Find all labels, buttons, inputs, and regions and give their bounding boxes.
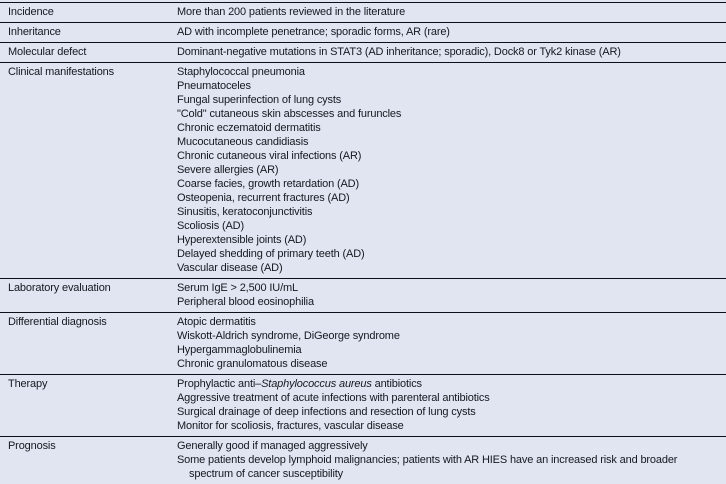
row-item: Peripheral blood eosinophilia bbox=[177, 296, 314, 308]
row-item: Monitor for scoliosis, fractures, vascular disease bbox=[177, 420, 404, 432]
row-item: Mucocutaneous candidiasis bbox=[177, 136, 309, 148]
row-item: Wiskott-Aldrich syndrome, DiGeorge syndrome bbox=[177, 330, 400, 342]
row-content bbox=[177, 5, 726, 19]
row-item: Serum IgE > 2,500 IU/mL bbox=[177, 282, 298, 294]
table-row bbox=[0, 43, 726, 63]
row-item: Osteopenia, recurrent fractures (AD) bbox=[177, 192, 350, 204]
row-item: Chronic granulomatous disease bbox=[177, 358, 328, 370]
row-label: Differential diagnosis bbox=[8, 316, 107, 328]
row-item: Hypergammaglobulinemia bbox=[177, 344, 302, 356]
row-label: Laboratory evaluation bbox=[8, 282, 111, 294]
italic-text-segment: Staphylococcus aureus bbox=[261, 378, 372, 390]
row-content bbox=[177, 439, 726, 481]
row-label: Clinical manifestations bbox=[8, 66, 114, 78]
row-content bbox=[177, 377, 726, 433]
hies-characteristics-table bbox=[0, 2, 726, 484]
row-label: Incidence bbox=[8, 6, 54, 18]
row-item: Coarse facies, growth retardation (AD) bbox=[177, 178, 359, 190]
row-item: "Cold" cutaneous skin abscesses and furuncles bbox=[177, 108, 402, 120]
row-content bbox=[177, 281, 726, 309]
row-item: Dominant-negative mutations in STAT3 (AD inheritance; sporadic), Dock8 or Tyk2 kinase (AR) bbox=[177, 46, 621, 58]
row-item bbox=[177, 377, 718, 391]
row-item: Surgical drainage of deep infections and resection of lung cysts bbox=[177, 406, 476, 418]
row-content bbox=[177, 25, 726, 39]
row-item: Vascular disease (AD) bbox=[177, 262, 283, 274]
row-label: Therapy bbox=[8, 378, 48, 390]
row-item: Severe allergies (AR) bbox=[177, 164, 279, 176]
row-item: Scoliosis (AD) bbox=[177, 220, 244, 232]
row-item: Aggressive treatment of acute infections with parenteral antibiotics bbox=[177, 392, 490, 404]
row-item: Chronic eczematoid dermatitis bbox=[177, 122, 321, 134]
row-item: Some patients develop lymphoid malignancies; patients with AR HIES have an increased risk and broader spectrum of cancer susceptibility bbox=[177, 454, 678, 480]
row-content bbox=[177, 45, 726, 59]
row-item: Chronic cutaneous viral infections (AR) bbox=[177, 150, 362, 162]
table-row bbox=[0, 437, 726, 484]
table-row bbox=[0, 23, 726, 43]
row-item: More than 200 patients reviewed in the literature bbox=[177, 6, 406, 18]
table-row bbox=[0, 375, 726, 437]
row-item: Fungal superinfection of lung cysts bbox=[177, 94, 342, 106]
table-row bbox=[0, 63, 726, 279]
row-item: Staphylococcal pneumonia bbox=[177, 66, 305, 78]
row-item: Generally good if managed aggressively bbox=[177, 440, 368, 452]
text-segment: Prophylactic anti– bbox=[177, 378, 262, 390]
row-content bbox=[177, 65, 726, 275]
table-row bbox=[0, 3, 726, 23]
row-item: Hyperextensible joints (AD) bbox=[177, 234, 307, 246]
row-item: Pneumatoceles bbox=[177, 80, 251, 92]
row-label: Molecular defect bbox=[8, 46, 87, 58]
row-label: Inheritance bbox=[8, 26, 61, 38]
row-item: Sinusitis, keratoconjunctivitis bbox=[177, 206, 313, 218]
row-label: Prognosis bbox=[8, 440, 56, 452]
row-item: Delayed shedding of primary teeth (AD) bbox=[177, 248, 365, 260]
text-segment: antibiotics bbox=[371, 378, 422, 390]
row-content bbox=[177, 315, 726, 371]
table-row bbox=[0, 279, 726, 313]
row-item: Atopic dermatitis bbox=[177, 316, 256, 328]
table-row bbox=[0, 313, 726, 375]
row-item: AD with incomplete penetrance; sporadic forms, AR (rare) bbox=[177, 26, 450, 38]
